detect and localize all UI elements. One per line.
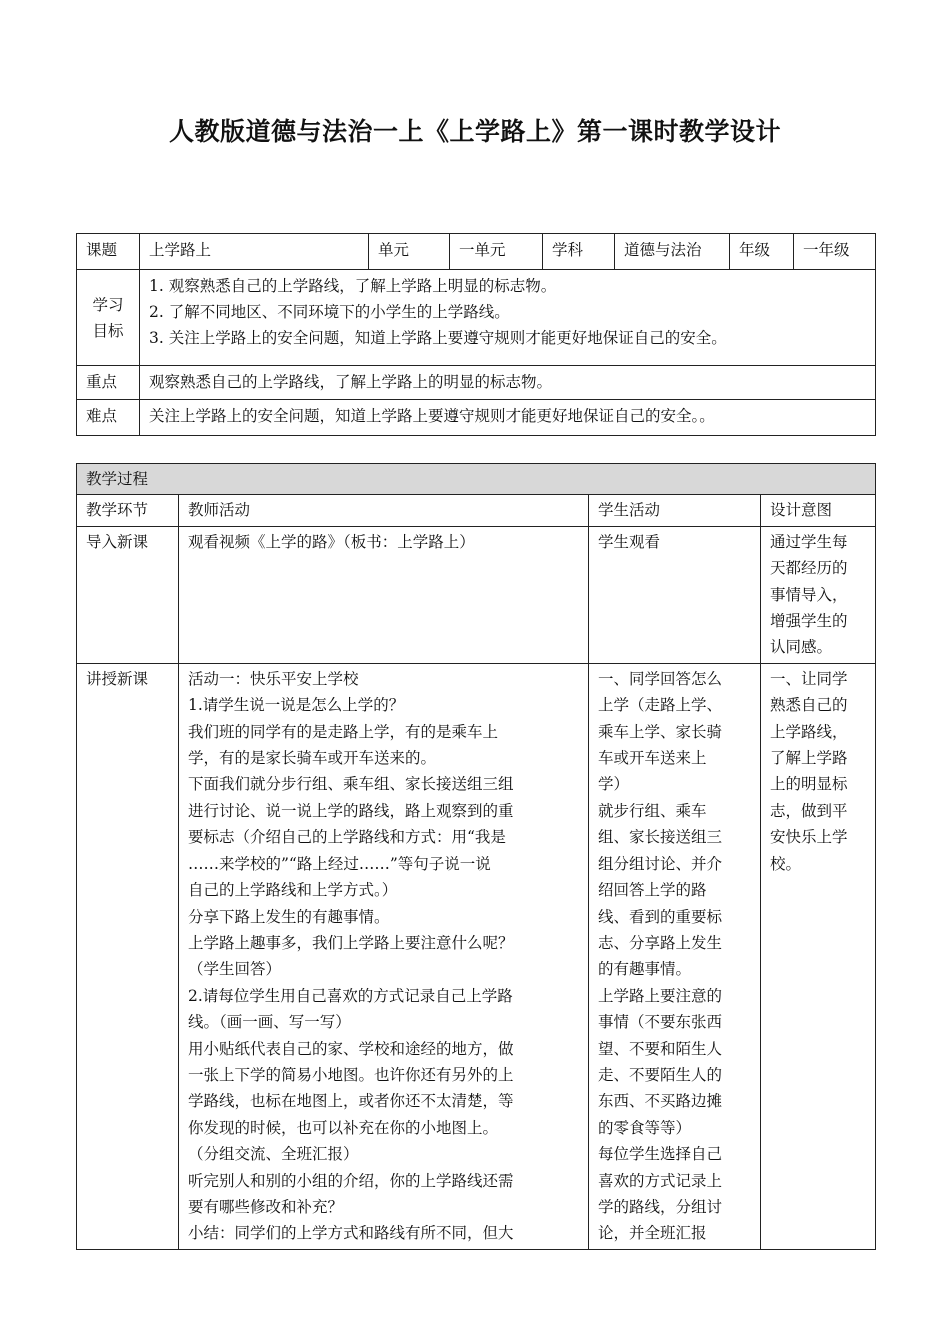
text-line: 的零食等等） — [598, 1118, 692, 1137]
text-line: 小结：同学们的上学方式和路线有所不同，但大 — [188, 1224, 514, 1243]
column-header-row — [77, 495, 876, 526]
design-intent-cell — [761, 663, 876, 1249]
goals-label — [77, 270, 140, 366]
text-line: 学的路线，分组讨 — [598, 1197, 723, 1216]
header-teacher: 教师活动 — [179, 495, 589, 526]
text-line: 熟悉自己的 — [770, 696, 848, 715]
text-line: 走、不要陌生人的 — [598, 1065, 723, 1084]
text-line: 天都经历的 — [770, 559, 848, 578]
text-line: 一、让同学 — [770, 669, 848, 688]
info-row-topic — [77, 234, 876, 270]
info-row-goals — [77, 270, 876, 366]
header-student: 学生活动 — [589, 495, 761, 526]
text-line: （学生回答） — [188, 960, 282, 979]
goal-item: 1. 观察熟悉自己的上学路线，了解上学路上明显的标志物。 — [149, 277, 557, 295]
grade-label: 年级 — [730, 234, 794, 270]
topic-label: 课题 — [77, 234, 140, 270]
text-line: 认同感。 — [770, 638, 833, 657]
grade-value: 一年级 — [794, 234, 876, 270]
text-line: 学路线，也标在地图上，或者你还不太清楚，等 — [188, 1092, 514, 1111]
text-line: 就步行组、乘车 — [598, 801, 707, 820]
unit-label: 单元 — [369, 234, 450, 270]
goals-label-line: 学习 — [92, 295, 124, 314]
teacher-activity-cell — [179, 663, 589, 1249]
text-line: 上学路线， — [770, 722, 848, 741]
text-line: 组分组讨论、并介 — [598, 854, 723, 873]
text-line: 上学路上要注意的 — [598, 986, 723, 1005]
student-activity-cell — [589, 663, 761, 1249]
lesson-info-table — [76, 233, 876, 436]
text-line: 论，并全班汇报 — [598, 1224, 707, 1243]
text-line: 每位学生选择自己 — [598, 1145, 723, 1164]
teaching-process-table — [76, 463, 876, 1250]
text-line: 绍回答上学的路 — [598, 881, 707, 900]
text-line: 2.请每位学生用自己喜欢的方式记录自己上学路 — [188, 986, 513, 1005]
section-title: 教学过程 — [77, 464, 876, 495]
text-line: 一张上下学的简易小地图。也许你还有另外的上 — [188, 1065, 514, 1084]
text-line: 进行讨论、说一说上学的路线，路上观察到的重 — [188, 801, 514, 820]
text-line: 事情导入， — [770, 585, 848, 604]
teacher-activity-cell — [179, 526, 589, 663]
text-line: 一、同学回答怎么 — [598, 669, 723, 688]
text-line: 活动一：快乐平安上学校 — [188, 669, 359, 688]
process-row-intro — [77, 526, 876, 663]
difficulty-value: 关注上学路上的安全问题，知道上学路上要遵守规则才能更好地保证自己的安全。。 — [140, 400, 876, 436]
text-line: 志，做到平 — [770, 801, 848, 820]
text-line: 1.请学生说一说是怎么上学的？ — [188, 696, 405, 715]
goals-list — [140, 270, 876, 366]
unit-value: 一单元 — [450, 234, 543, 270]
text-line: 下面我们就分步行组、乘车组、家长接送组三组 — [188, 775, 514, 794]
page-title: 人教版道德与法治一上《上学路上》第一课时教学设计 — [168, 117, 781, 146]
text-line: 线。（画一画、写一写） — [188, 1013, 351, 1032]
text-line: 分享下路上发生的有趣事情。 — [188, 907, 390, 926]
text-line: 通过学生每 — [770, 532, 848, 551]
text-line: 上学（走路上学、 — [598, 696, 723, 715]
text-line: 了解上学路 — [770, 749, 848, 768]
text-line: （分组交流、全班汇报） — [188, 1145, 359, 1164]
text-line: 乘车上学、家长骑 — [598, 722, 723, 741]
text-line: 组、家长接送组三 — [598, 828, 723, 847]
text-line: 用小贴纸代表自己的家、学校和途经的地方，做 — [188, 1039, 514, 1058]
text-line: 你发现的时候，也可以补充在你的小地图上。 — [188, 1118, 499, 1137]
text-line: 的有趣事情。 — [598, 960, 692, 979]
header-intent: 设计意图 — [761, 495, 876, 526]
difficulty-label: 难点 — [77, 400, 140, 436]
stage-cell: 导入新课 — [77, 526, 179, 663]
text-line: 自己的上学路线和上学方式。） — [188, 881, 398, 900]
text-line: ……来学校的”“路上经过……”等句子说一说 — [188, 854, 491, 873]
text-line: 上学路上趣事多，我们上学路上要注意什么呢？ — [188, 933, 514, 952]
text-line: 增强学生的 — [770, 612, 848, 631]
info-row-difficulty — [77, 400, 876, 436]
text-line: 线、看到的重要标 — [598, 907, 723, 926]
topic-value: 上学路上 — [140, 234, 369, 270]
process-row-new-lesson — [77, 663, 876, 1249]
design-intent-cell — [761, 526, 876, 663]
text-line: 听完别人和别的小组的介绍，你的上学路线还需 — [188, 1171, 514, 1190]
text-line: 学） — [598, 775, 630, 794]
text-line: 事情（不要东张西 — [598, 1013, 723, 1032]
text-line: 安快乐上学 — [770, 828, 848, 847]
text-line: 志、分享路上发生 — [598, 933, 723, 952]
subject-label: 学科 — [543, 234, 615, 270]
text-line: 观看视频《上学的路》（板书：上学路上） — [188, 532, 475, 551]
key-label: 重点 — [77, 366, 140, 400]
text-line: 喜欢的方式记录上 — [598, 1171, 723, 1190]
text-line: 校。 — [770, 854, 802, 873]
goal-item: 2. 了解不同地区、不同环境下的小学生的上学路线。 — [149, 303, 510, 321]
text-line: 要有哪些修改和补充？ — [188, 1197, 344, 1216]
text-line: 学生观看 — [598, 532, 661, 551]
student-activity-cell — [589, 526, 761, 663]
text-line: 东西、不买路边摊 — [598, 1092, 723, 1111]
text-line: 学，有的是家长骑车或开车送来的。 — [188, 749, 437, 768]
text-line: 上的明显标 — [770, 775, 848, 794]
goals-label-line: 目标 — [92, 321, 124, 340]
text-line: 要标志（介绍自己的上学路线和方式：用“我是 — [188, 828, 506, 847]
key-value: 观察熟悉自己的上学路线，了解上学路上的明显的标志物。 — [140, 366, 876, 400]
stage-cell: 讲授新课 — [77, 663, 179, 1249]
header-stage: 教学环节 — [77, 495, 179, 526]
text-line: 望、不要和陌生人 — [598, 1039, 723, 1058]
text-line: 车或开车送来上 — [598, 749, 707, 768]
subject-value: 道德与法治 — [615, 234, 730, 270]
section-header-row — [77, 464, 876, 495]
goal-item: 3. 关注上学路上的安全问题，知道上学路上要遵守规则才能更好地保证自己的安全。 — [149, 329, 727, 347]
text-line: 我们班的同学有的是走路上学，有的是乘车上 — [188, 722, 499, 741]
info-row-key — [77, 366, 876, 400]
